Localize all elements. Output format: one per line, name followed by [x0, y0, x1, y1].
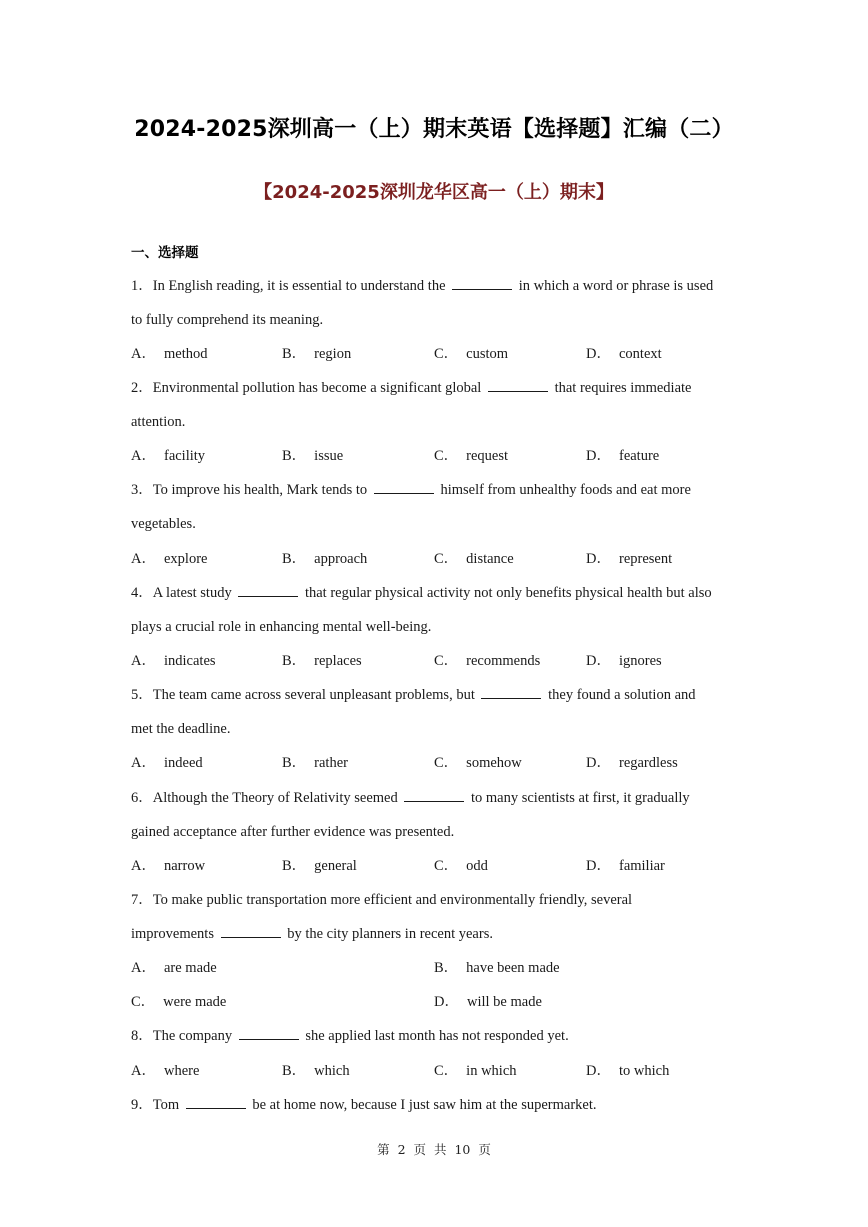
question-text: To improve his health, Mark tends to	[152, 482, 368, 498]
option-letter: A．	[131, 551, 156, 567]
answer-blank	[488, 379, 548, 392]
option-text: issue	[314, 448, 344, 464]
option-d	[586, 549, 672, 569]
option-text: odd	[466, 858, 488, 874]
answer-blank	[404, 789, 464, 802]
question-7-line-2	[131, 924, 493, 944]
question-1-options	[131, 344, 751, 364]
option-c	[434, 1061, 517, 1081]
option-letter: D．	[586, 1063, 611, 1079]
option-text: feature	[618, 448, 660, 464]
option-a	[131, 753, 203, 773]
question-text: that requires immediate	[554, 380, 692, 396]
option-text: somehow	[466, 755, 522, 771]
option-text: approach	[314, 551, 368, 567]
option-b	[282, 1061, 350, 1081]
option-b	[282, 446, 343, 466]
question-2-line-2: attention.	[131, 414, 186, 430]
question-text: by the city planners in recent years.	[287, 926, 493, 942]
question-number: 2．	[131, 380, 153, 396]
option-letter: C．	[434, 755, 459, 771]
option-d	[434, 992, 542, 1012]
question-text: Tom	[152, 1097, 180, 1113]
question-text: she applied last month has not responded yet.	[305, 1028, 569, 1044]
option-a	[131, 856, 205, 876]
option-letter: D．	[586, 346, 611, 362]
question-3-options	[131, 549, 751, 569]
question-text: Although the Theory of Relativity seemed	[152, 790, 398, 806]
question-5-line-2: met the deadline.	[131, 721, 231, 737]
option-d	[586, 753, 678, 773]
option-text: rather	[314, 755, 348, 771]
question-5-options	[131, 753, 751, 773]
option-a	[131, 651, 216, 671]
option-c	[434, 549, 514, 569]
option-letter: B．	[282, 448, 307, 464]
option-b	[282, 753, 348, 773]
question-7-options-row-1	[131, 958, 751, 978]
option-b	[282, 344, 351, 364]
option-text: custom	[466, 346, 509, 362]
option-letter: C．	[434, 653, 459, 669]
option-c	[434, 753, 522, 773]
option-letter: A．	[131, 755, 156, 771]
option-c	[434, 446, 508, 466]
question-number: 6．	[131, 790, 153, 806]
option-letter: B．	[434, 960, 459, 976]
option-letter: D．	[586, 551, 611, 567]
question-number: 9．	[131, 1097, 153, 1113]
question-text: To make public transportation more efficient and environmentally friendly, several	[152, 892, 633, 908]
option-a	[131, 958, 217, 978]
question-number: 1．	[131, 278, 153, 294]
option-letter: C．	[434, 448, 459, 464]
option-a	[131, 549, 207, 569]
question-4-line-1	[131, 583, 712, 603]
option-text: indicates	[163, 653, 216, 669]
question-2-options	[131, 446, 751, 466]
option-d	[586, 1061, 669, 1081]
option-letter: D．	[586, 448, 611, 464]
option-text: recommends	[466, 653, 541, 669]
option-letter: B．	[282, 1063, 307, 1079]
answer-blank	[374, 481, 434, 494]
option-text: in which	[466, 1063, 517, 1079]
question-4-options	[131, 651, 751, 671]
question-7-options-row-2	[131, 992, 751, 1012]
option-letter: D．	[586, 858, 611, 874]
option-letter: A．	[131, 858, 156, 874]
option-b	[434, 958, 560, 978]
option-d	[586, 856, 665, 876]
answer-blank	[186, 1096, 246, 1109]
option-letter: A．	[131, 448, 156, 464]
option-text: where	[163, 1063, 200, 1079]
option-text: method	[163, 346, 208, 362]
option-text: represent	[618, 551, 673, 567]
option-d	[586, 446, 659, 466]
question-1-line-1	[131, 276, 713, 296]
option-text: distance	[466, 551, 514, 567]
option-text: request	[466, 448, 509, 464]
question-text: they found a solution and	[548, 687, 696, 703]
question-3-line-2: vegetables.	[131, 516, 196, 532]
question-number: 3．	[131, 482, 153, 498]
option-d	[586, 651, 662, 671]
question-text: The company	[152, 1028, 233, 1044]
page-footer: 第 2 页 共 10 页	[377, 1142, 491, 1157]
option-text: general	[314, 858, 357, 874]
option-text: have been made	[466, 960, 560, 976]
option-text: which	[314, 1063, 350, 1079]
option-text: facility	[163, 448, 206, 464]
question-text: The team came across several unpleasant problems, but	[152, 687, 475, 703]
question-1-line-2: to fully comprehend its meaning.	[131, 312, 324, 328]
question-text: Environmental pollution has become a significant global	[152, 380, 482, 396]
option-letter: C．	[131, 994, 156, 1010]
question-7-line-1	[131, 890, 632, 910]
option-text: regardless	[618, 755, 678, 771]
option-text: ignores	[618, 653, 662, 669]
option-text: were made	[163, 994, 227, 1010]
question-4-line-2: plays a crucial role in enhancing mental well-being.	[131, 619, 432, 635]
section-subtitle: 【2024-2025深圳龙华区高一（上）期末】	[254, 182, 614, 203]
option-b	[282, 856, 357, 876]
question-2-line-1	[131, 378, 692, 398]
option-text: familiar	[618, 858, 665, 874]
option-letter: C．	[434, 1063, 459, 1079]
option-letter: B．	[282, 653, 307, 669]
option-letter: C．	[434, 858, 459, 874]
option-text: region	[314, 346, 352, 362]
option-a	[131, 344, 207, 364]
option-text: narrow	[163, 858, 206, 874]
answer-blank	[239, 1027, 299, 1040]
option-letter: D．	[586, 653, 611, 669]
option-letter: B．	[282, 346, 307, 362]
option-letter: A．	[131, 1063, 156, 1079]
question-8-options	[131, 1061, 751, 1081]
option-letter: B．	[282, 858, 307, 874]
question-number: 8．	[131, 1028, 153, 1044]
answer-blank	[238, 584, 298, 597]
option-text: will be made	[466, 994, 542, 1010]
question-3-line-1	[131, 480, 691, 500]
question-6-options	[131, 856, 751, 876]
question-8-line-1	[131, 1026, 569, 1046]
question-9-line-1	[131, 1095, 597, 1115]
option-text: are made	[163, 960, 217, 976]
option-letter: D．	[586, 755, 611, 771]
option-c	[434, 651, 540, 671]
option-letter: B．	[282, 551, 307, 567]
option-c	[131, 992, 226, 1012]
option-text: explore	[163, 551, 208, 567]
question-text: be at home now, because I just saw him at the supermarket.	[252, 1097, 597, 1113]
option-text: indeed	[163, 755, 203, 771]
question-6-line-2: gained acceptance after further evidence was presented.	[131, 824, 455, 840]
question-text: that regular physical activity not only benefits physical health but also	[304, 585, 712, 601]
option-text: replaces	[314, 653, 362, 669]
option-b	[282, 549, 367, 569]
option-letter: C．	[434, 551, 459, 567]
question-text: improvements	[131, 926, 214, 942]
page-title: 2024-2025深圳高一（上）期末英语【选择题】汇编（二）	[134, 117, 734, 142]
option-letter: D．	[434, 994, 459, 1010]
question-text: to many scientists at first, it gradually	[470, 790, 690, 806]
option-a	[131, 446, 205, 466]
question-5-line-1	[131, 685, 696, 705]
question-text: A latest study	[152, 585, 232, 601]
option-letter: A．	[131, 960, 156, 976]
question-text: himself from unhealthy foods and eat more	[440, 482, 691, 498]
option-d	[586, 344, 662, 364]
option-letter: A．	[131, 653, 156, 669]
option-letter: B．	[282, 755, 307, 771]
question-text: in which a word or phrase is used	[518, 278, 714, 294]
option-a	[131, 1061, 199, 1081]
option-b	[282, 651, 362, 671]
option-letter: C．	[434, 346, 459, 362]
option-c	[434, 344, 508, 364]
option-text: to which	[618, 1063, 670, 1079]
option-c	[434, 856, 488, 876]
question-number: 4．	[131, 585, 153, 601]
question-number: 5．	[131, 687, 153, 703]
answer-blank	[221, 925, 281, 938]
question-text: In English reading, it is essential to understand the	[152, 278, 446, 294]
answer-blank	[452, 277, 512, 290]
question-number: 7．	[131, 892, 153, 908]
answer-blank	[481, 686, 541, 699]
option-text: context	[618, 346, 662, 362]
section-heading: 一、选择题	[131, 245, 199, 261]
option-letter: A．	[131, 346, 156, 362]
question-6-line-1	[131, 788, 690, 808]
